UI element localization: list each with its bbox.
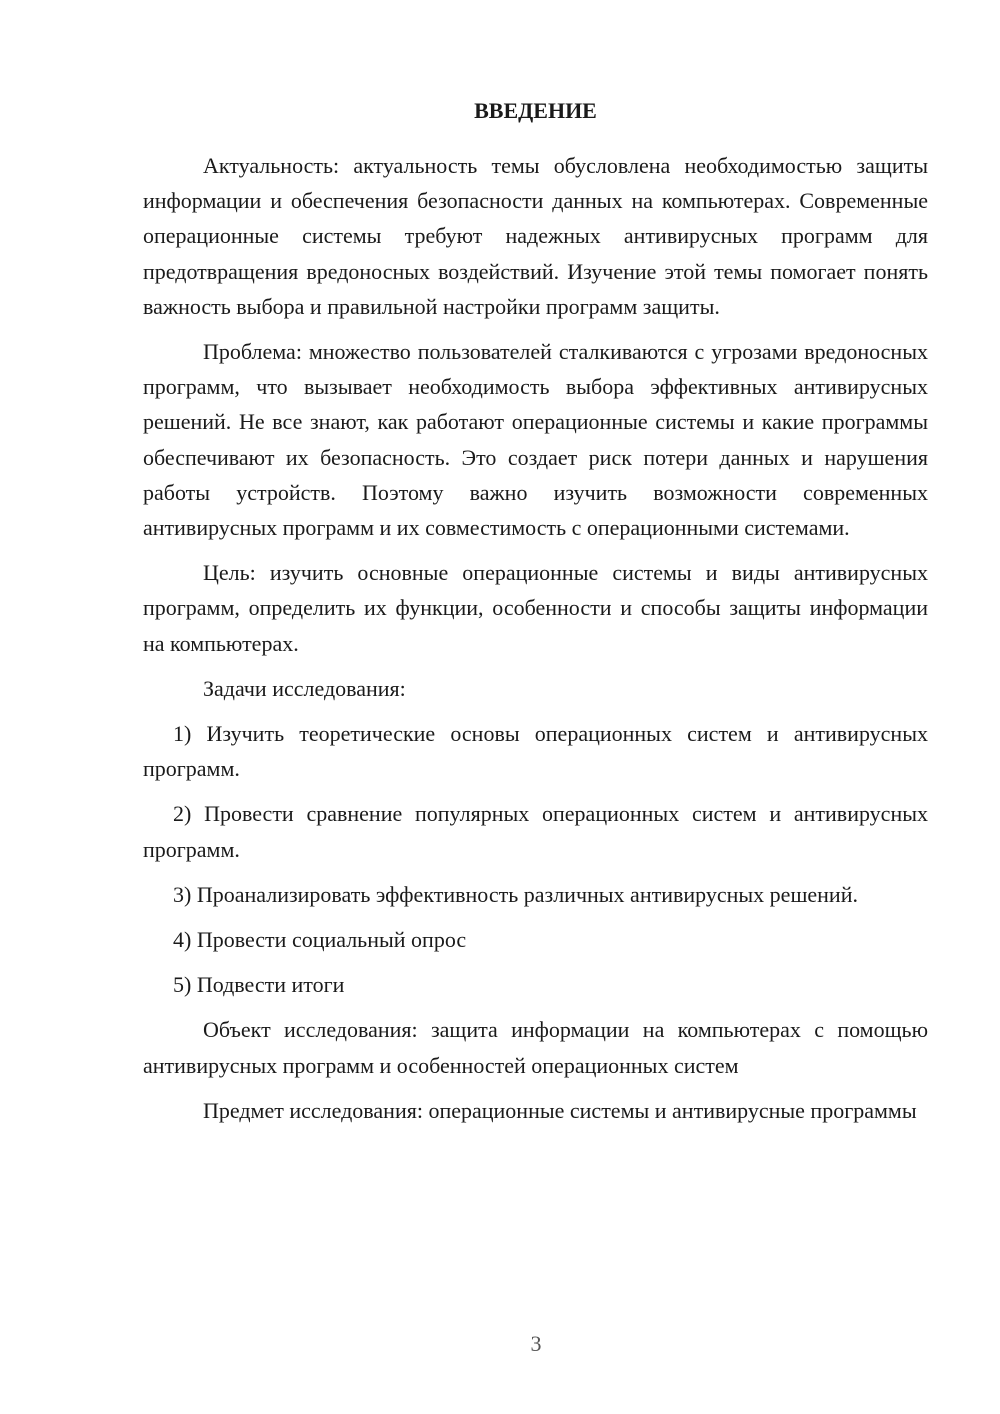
task-item-5: 5) Подвести итоги [173, 972, 345, 998]
object-paragraph: Объект исследования: защита информации на компьютерах с помощью антивирусных программ и особенностей операционных систем [143, 1017, 928, 1078]
task-item-1: 1) Изучить теоретические основы операционных систем и антивирусных программ. [143, 721, 928, 782]
goal-paragraph: Цель: изучить основные операционные системы и виды антивирусных программ, определить их функции, особенности и способы защиты информации на компьютерах. [143, 560, 928, 656]
page-content [143, 94, 928, 1138]
task-item-3: 3) Проанализировать эффективность различных антивирусных решений. [173, 881, 858, 907]
tasks-title: Задачи исследования: [203, 675, 406, 701]
problem-paragraph: Проблема: множество пользователей сталкиваются с угрозами вредоносных программ, что вызывает необходимость выбора эффективных антивирусных решений. Не все знают, как работают операционные системы и какие программы обеспечивают их безопасность. Это создает риск потери данных и нарушения работы устройств. Поэтому важно изучить возможности современных антивирусных программ и их совместимость с операционными системами. [143, 339, 928, 541]
page-number: 3 [530, 1331, 542, 1356]
relevance-paragraph: Актуальность: актуальность темы обусловлена необходимостью защиты информации и обеспечения безопасности данных на компьютерах. Современные операционные системы требуют надежных антивирусных программ для предотвращения вредоносных воздействий. Изучение этой темы помогает понять важность выбора и правильной настройки программ защиты. [143, 153, 928, 319]
task-item-2: 2) Провести сравнение популярных операционных систем и антивирусных программ. [143, 801, 928, 862]
task-item-4: 4) Провести социальный опрос [173, 927, 467, 953]
subject-paragraph: Предмет исследования: операционные системы и антивирусные программы [203, 1097, 917, 1123]
section-heading: ВВЕДЕНИЕ [474, 98, 597, 123]
